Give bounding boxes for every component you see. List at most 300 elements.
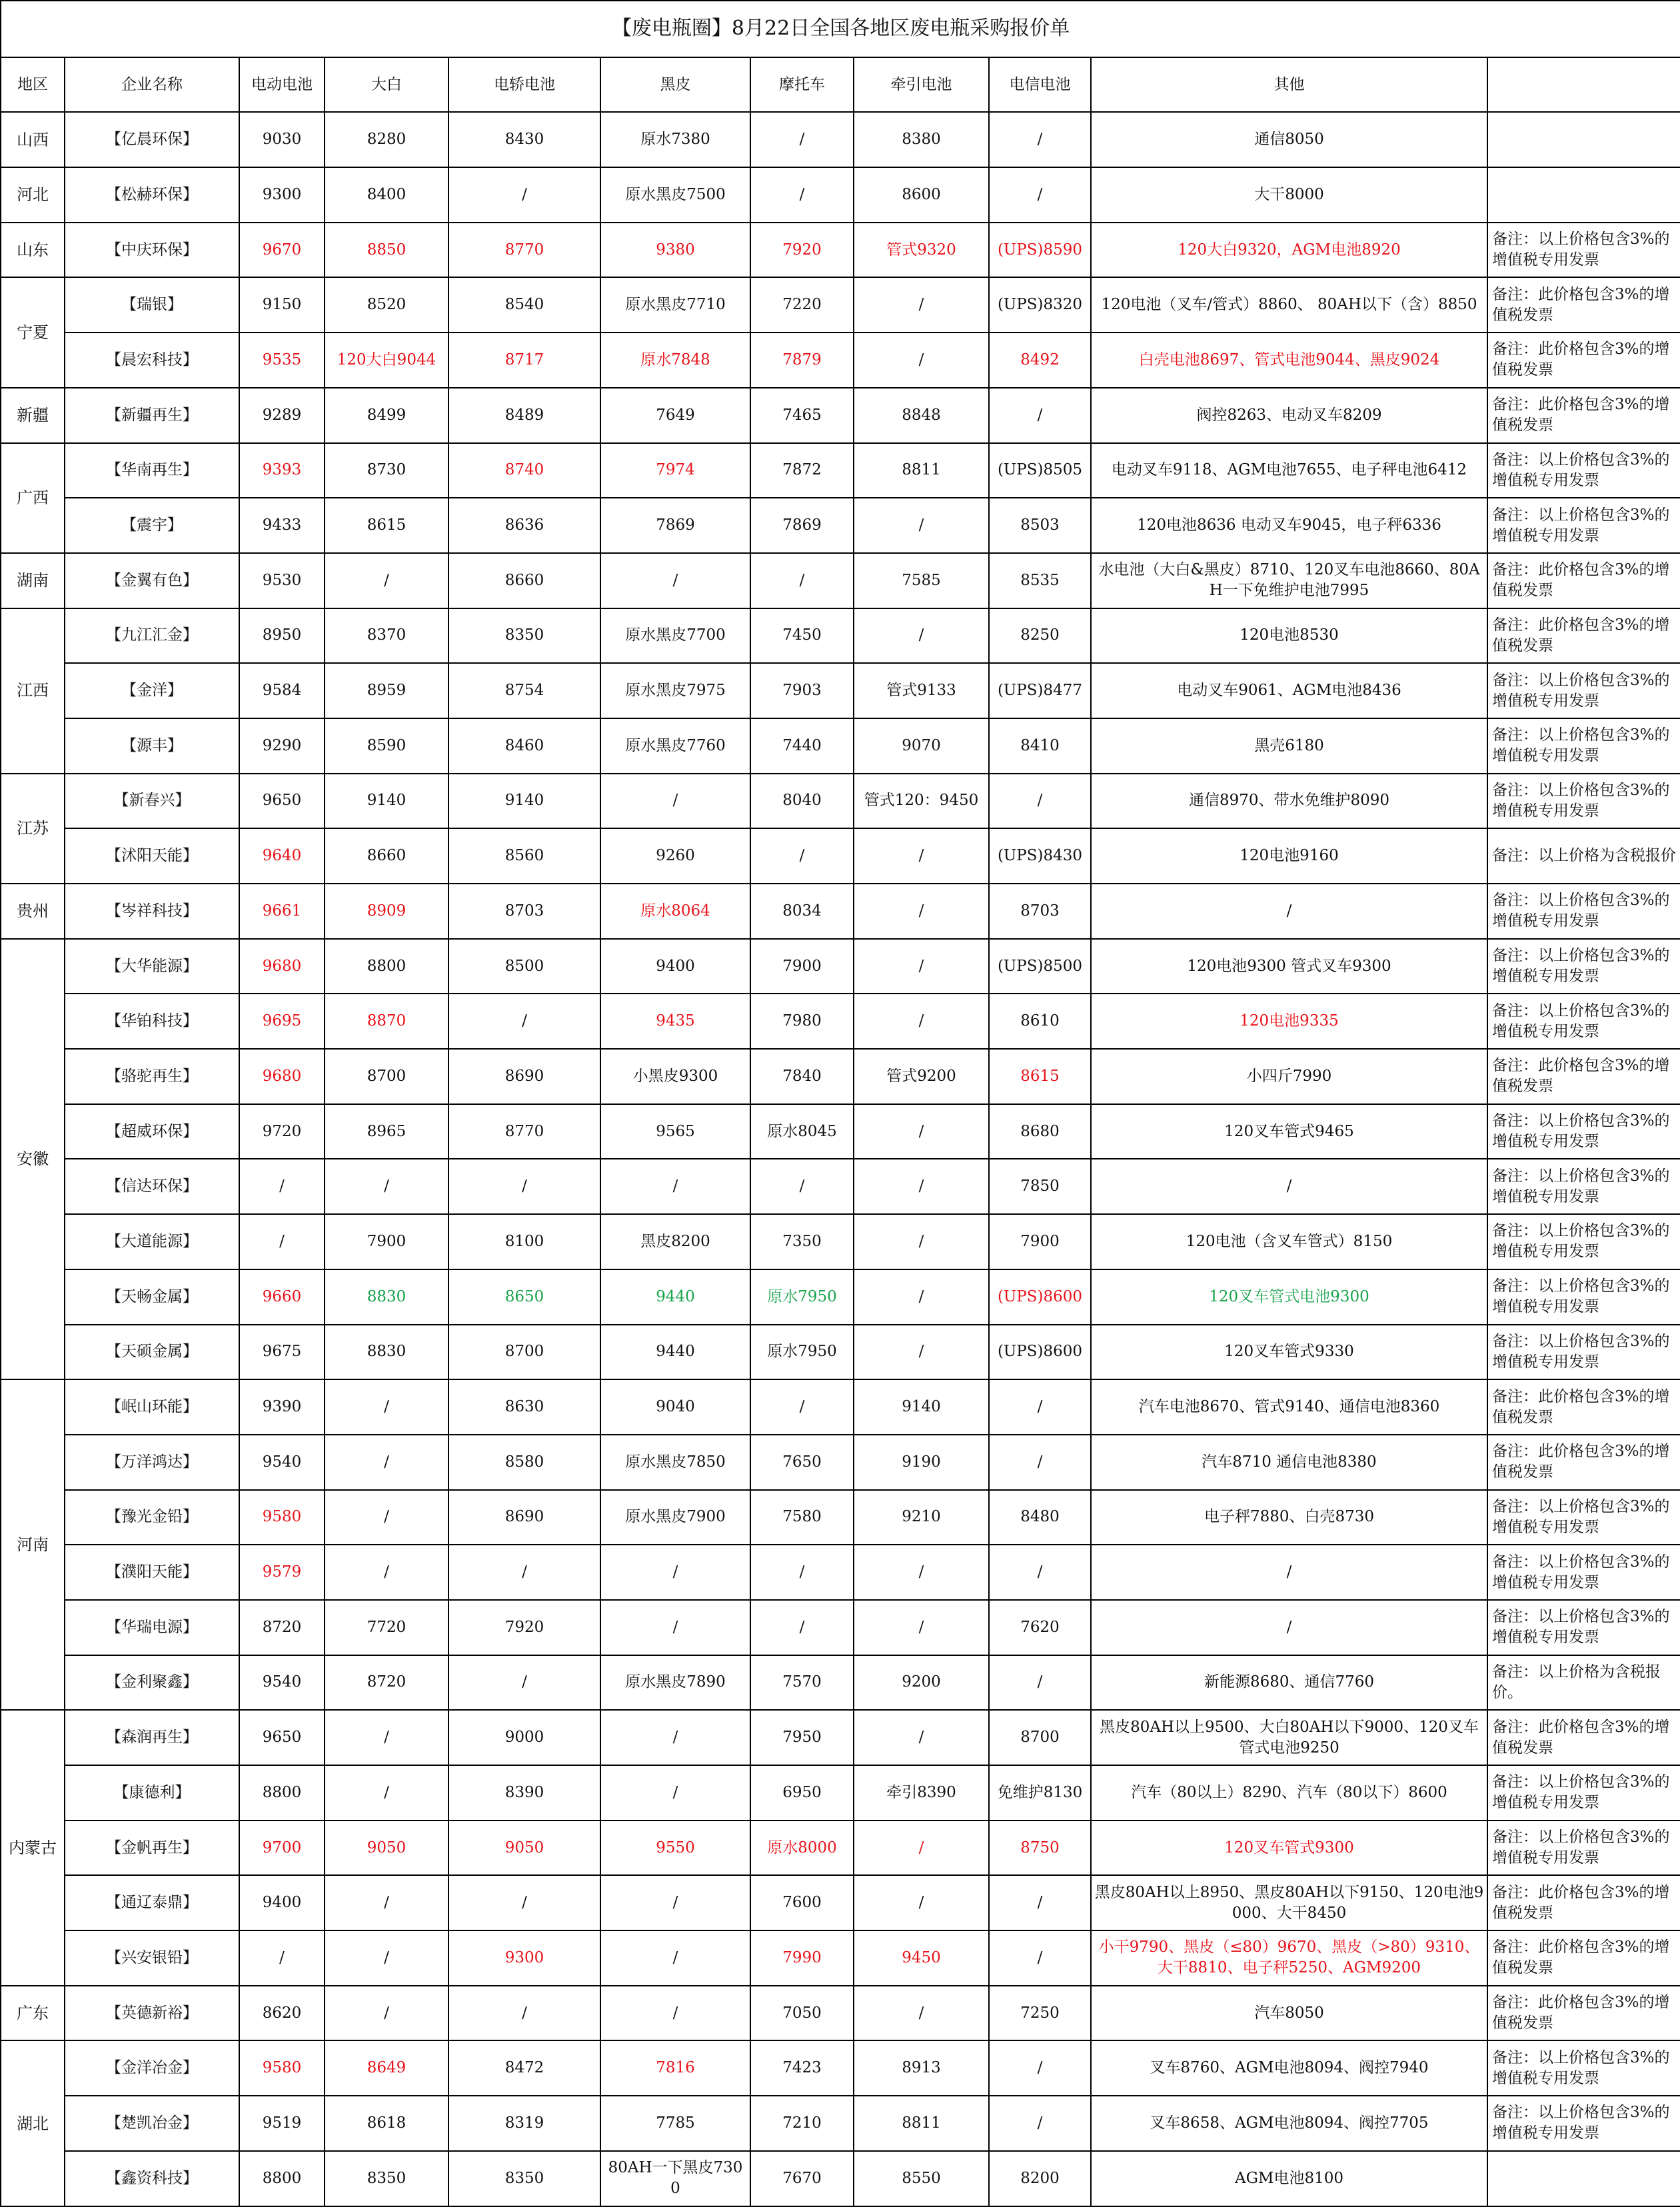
motorcycle-price: 7450 <box>750 608 854 664</box>
company-name: 【新春兴】 <box>65 774 239 829</box>
note: 备注：以上价格包含3%的增值税专用发票 <box>1487 1269 1680 1325</box>
company-name: 【晨宏科技】 <box>65 333 239 388</box>
company-name: 【金洋冶金】 <box>65 2040 239 2096</box>
other-price: 汽车8710 通信电池8380 <box>1091 1435 1487 1490</box>
table-row <box>1 1104 1680 1159</box>
car-battery-price: 7920 <box>448 1600 600 1655</box>
company-name: 【康德利】 <box>65 1765 239 1821</box>
motorcycle-price: / <box>750 1379 854 1435</box>
dabai-price: / <box>325 1875 448 1930</box>
note <box>1487 112 1680 167</box>
heipi-price: 原水黑皮7700 <box>600 608 750 664</box>
other-price: 黑壳6180 <box>1091 718 1487 774</box>
traction-battery-price: 管式120：9450 <box>854 774 989 829</box>
company-name: 【岑祥科技】 <box>65 884 239 939</box>
motorcycle-price: 7440 <box>750 718 854 774</box>
table-row <box>1 1214 1680 1269</box>
ev-battery-price: 9579 <box>239 1545 325 1600</box>
car-battery-price: 8660 <box>448 553 600 608</box>
heipi-price: 原水黑皮7975 <box>600 663 750 718</box>
other-price: 120电池9300 管式叉车9300 <box>1091 939 1487 994</box>
region-cell: 河南 <box>1 1379 65 1710</box>
motorcycle-price: 7350 <box>750 1214 854 1269</box>
car-battery-price: 8390 <box>448 1765 600 1821</box>
company-name: 【九江汇金】 <box>65 608 239 664</box>
ev-battery-price: 9660 <box>239 1269 325 1325</box>
traction-battery-price: 9450 <box>854 1930 989 1986</box>
dabai-price: 8850 <box>325 223 448 278</box>
other-price: 电子秤7880、白壳8730 <box>1091 1490 1487 1545</box>
ev-battery-price: 8720 <box>239 1600 325 1655</box>
car-battery-price: 8319 <box>448 2096 600 2151</box>
column-header: 牵引电池 <box>854 57 989 113</box>
table-row <box>1 333 1680 388</box>
dabai-price: 8350 <box>325 2151 448 2206</box>
heipi-price: 原水黑皮7710 <box>600 277 750 333</box>
dabai-price: 8400 <box>325 167 448 223</box>
note: 备注：以上价格包含3%的增值税专用发票 <box>1487 223 1680 278</box>
telecom-battery-price: / <box>989 1545 1091 1600</box>
dabai-price: / <box>325 553 448 608</box>
company-name: 【楚凯冶金】 <box>65 2096 239 2151</box>
telecom-battery-price: (UPS)8430 <box>989 828 1091 884</box>
other-price: 叉车8760、AGM电池8094、阀控7940 <box>1091 2040 1487 2096</box>
company-name: 【金洋】 <box>65 663 239 718</box>
region-cell: 湖南 <box>1 553 65 608</box>
heipi-price: 9380 <box>600 223 750 278</box>
region-cell: 广西 <box>1 443 65 553</box>
column-header: 电动电池 <box>239 57 325 113</box>
motorcycle-price: 7670 <box>750 2151 854 2206</box>
motorcycle-price: 7980 <box>750 994 854 1049</box>
table-row <box>1 223 1680 278</box>
table-row <box>1 663 1680 718</box>
note: 备注：以上价格包含3%的增值税专用发票 <box>1487 1325 1680 1380</box>
motorcycle-price: 7950 <box>750 1710 854 1765</box>
column-header: 电信电池 <box>989 57 1091 113</box>
dabai-price: 8800 <box>325 939 448 994</box>
dabai-price: 8280 <box>325 112 448 167</box>
note: 备注：此价格包含3%的增值税发票 <box>1487 1435 1680 1490</box>
heipi-price: 原水7848 <box>600 333 750 388</box>
other-price: 120电池（含叉车管式）8150 <box>1091 1214 1487 1269</box>
telecom-battery-price: / <box>989 2096 1091 2151</box>
car-battery-price: 8636 <box>448 498 600 553</box>
column-header: 电轿电池 <box>448 57 600 113</box>
dabai-price: 8615 <box>325 498 448 553</box>
region-cell: 河北 <box>1 167 65 223</box>
motorcycle-price: 7050 <box>750 1986 854 2041</box>
ev-battery-price: 9530 <box>239 553 325 608</box>
other-price: 120电池（叉车/管式）8860、 80AH以下（含）8850 <box>1091 277 1487 333</box>
other-price: AGM电池8100 <box>1091 2151 1487 2206</box>
heipi-price: 9040 <box>600 1379 750 1435</box>
heipi-price: / <box>600 774 750 829</box>
company-name: 【金帆再生】 <box>65 1821 239 1876</box>
dabai-price: 8959 <box>325 663 448 718</box>
car-battery-price: 8472 <box>448 2040 600 2096</box>
note: 备注：此价格包含3%的增值税发票 <box>1487 553 1680 608</box>
note: 备注：以上价格包含3%的增值税专用发票 <box>1487 443 1680 498</box>
car-battery-price: 8350 <box>448 608 600 664</box>
car-battery-price: 8489 <box>448 388 600 443</box>
telecom-battery-price: 8250 <box>989 608 1091 664</box>
note: 备注：此价格包含3%的增值税发票 <box>1487 1875 1680 1930</box>
ev-battery-price: 9030 <box>239 112 325 167</box>
table-row <box>1 608 1680 664</box>
telecom-battery-price: 8700 <box>989 1710 1091 1765</box>
telecom-battery-price: 8615 <box>989 1049 1091 1104</box>
car-battery-price: / <box>448 1986 600 2041</box>
heipi-price: 9550 <box>600 1821 750 1876</box>
other-price: 120大白9320，AGM电池8920 <box>1091 223 1487 278</box>
ev-battery-price: 9433 <box>239 498 325 553</box>
telecom-battery-price: (UPS)8600 <box>989 1325 1091 1380</box>
heipi-price: / <box>600 1930 750 1986</box>
company-name: 【中庆环保】 <box>65 223 239 278</box>
dabai-price: / <box>325 1490 448 1545</box>
note: 备注：以上价格包含3%的增值税专用发票 <box>1487 2040 1680 2096</box>
other-price: 120叉车管式9330 <box>1091 1325 1487 1380</box>
telecom-battery-price: / <box>989 1930 1091 1986</box>
table-row <box>1 1545 1680 1600</box>
motorcycle-price: 原水7950 <box>750 1269 854 1325</box>
traction-battery-price: 8550 <box>854 2151 989 2206</box>
traction-battery-price: / <box>854 277 989 333</box>
company-name: 【豫光金铅】 <box>65 1490 239 1545</box>
telecom-battery-price: (UPS)8600 <box>989 1269 1091 1325</box>
ev-battery-price: 9540 <box>239 1655 325 1711</box>
other-price: 汽车（80以上）8290、汽车（80以下）8600 <box>1091 1765 1487 1821</box>
column-header: 黑皮 <box>600 57 750 113</box>
other-price: / <box>1091 1600 1487 1655</box>
traction-battery-price: / <box>854 1986 989 2041</box>
dabai-price: 8649 <box>325 2040 448 2096</box>
heipi-price: 9400 <box>600 939 750 994</box>
car-battery-price: 9050 <box>448 1821 600 1876</box>
heipi-price: 9260 <box>600 828 750 884</box>
traction-battery-price: / <box>854 1875 989 1930</box>
telecom-battery-price: 8610 <box>989 994 1091 1049</box>
company-name: 【天畅金属】 <box>65 1269 239 1325</box>
telecom-battery-price: 免维护8130 <box>989 1765 1091 1821</box>
dabai-price: 120大白9044 <box>325 333 448 388</box>
telecom-battery-price: 8200 <box>989 2151 1091 2206</box>
company-name: 【源丰】 <box>65 718 239 774</box>
traction-battery-price: 9140 <box>854 1379 989 1435</box>
table-row <box>1 2151 1680 2206</box>
note: 备注：以上价格包含3%的增值税专用发票 <box>1487 718 1680 774</box>
other-price: / <box>1091 884 1487 939</box>
column-header <box>1487 57 1680 113</box>
dabai-price: 8730 <box>325 443 448 498</box>
table-row <box>1 994 1680 1049</box>
car-battery-price: 8700 <box>448 1325 600 1380</box>
table-row <box>1 1986 1680 2041</box>
page-title: 【废电瓶圈】8月22日全国各地区废电瓶采购报价单 <box>1 1 1680 57</box>
company-name: 【岷山环能】 <box>65 1379 239 1435</box>
note: 备注：以上价格包含3%的增值税专用发票 <box>1487 498 1680 553</box>
traction-battery-price: 9210 <box>854 1490 989 1545</box>
note: 备注：此价格包含3%的增值税发票 <box>1487 277 1680 333</box>
note: 备注：以上价格为含税报价 <box>1487 828 1680 884</box>
heipi-price: 小黑皮9300 <box>600 1049 750 1104</box>
region-cell: 宁夏 <box>1 277 65 387</box>
dabai-price: 8370 <box>325 608 448 664</box>
ev-battery-price: 9675 <box>239 1325 325 1380</box>
company-name: 【华南再生】 <box>65 443 239 498</box>
note: 备注：以上价格包含3%的增值税专用发票 <box>1487 1600 1680 1655</box>
telecom-battery-price: (UPS)8505 <box>989 443 1091 498</box>
motorcycle-price: 7210 <box>750 2096 854 2151</box>
note: 备注：此价格包含3%的增值税发票 <box>1487 1930 1680 1986</box>
company-name: 【通辽泰鼎】 <box>65 1875 239 1930</box>
motorcycle-price: 7220 <box>750 277 854 333</box>
telecom-battery-price: (UPS)8320 <box>989 277 1091 333</box>
heipi-price: 原水黑皮7850 <box>600 1435 750 1490</box>
traction-battery-price: / <box>854 1214 989 1269</box>
company-name: 【新疆再生】 <box>65 388 239 443</box>
heipi-price: 原水黑皮7760 <box>600 718 750 774</box>
note: 备注：此价格包含3%的增值税发票 <box>1487 1710 1680 1765</box>
dabai-price: / <box>325 1159 448 1214</box>
region-cell: 广东 <box>1 1986 65 2041</box>
heipi-price: 9440 <box>600 1269 750 1325</box>
motorcycle-price: / <box>750 112 854 167</box>
ev-battery-price: 9680 <box>239 1049 325 1104</box>
note: 备注：此价格包含3%的增值税发票 <box>1487 1049 1680 1104</box>
motorcycle-price: / <box>750 167 854 223</box>
company-name: 【瑞银】 <box>65 277 239 333</box>
motorcycle-price: 7903 <box>750 663 854 718</box>
traction-battery-price: / <box>854 1104 989 1159</box>
column-header: 大白 <box>325 57 448 113</box>
traction-battery-price: / <box>854 828 989 884</box>
traction-battery-price: / <box>854 498 989 553</box>
motorcycle-price: 7990 <box>750 1930 854 1986</box>
telecom-battery-price: 7620 <box>989 1600 1091 1655</box>
traction-battery-price: 8848 <box>854 388 989 443</box>
other-price: 120电池8530 <box>1091 608 1487 664</box>
note: 备注：以上价格包含3%的增值税专用发票 <box>1487 1104 1680 1159</box>
other-price: 新能源8680、通信7760 <box>1091 1655 1487 1711</box>
table-row <box>1 1600 1680 1655</box>
company-name: 【大道能源】 <box>65 1214 239 1269</box>
heipi-price: 原水7380 <box>600 112 750 167</box>
traction-battery-price: 管式9200 <box>854 1049 989 1104</box>
other-price: 120电池8636 电动叉车9045，电子秤6336 <box>1091 498 1487 553</box>
traction-battery-price: 8811 <box>854 2096 989 2151</box>
region-cell: 贵州 <box>1 884 65 939</box>
table-row <box>1 1875 1680 1930</box>
company-name: 【金利聚鑫】 <box>65 1655 239 1711</box>
dabai-price: / <box>325 1545 448 1600</box>
telecom-battery-price: / <box>989 774 1091 829</box>
motorcycle-price: 7465 <box>750 388 854 443</box>
telecom-battery-price: 8480 <box>989 1490 1091 1545</box>
table-row <box>1 1765 1680 1821</box>
table-row <box>1 553 1680 608</box>
heipi-price: 7785 <box>600 2096 750 2151</box>
telecom-battery-price: / <box>989 1435 1091 1490</box>
note: 备注：以上价格包含3%的增值税专用发票 <box>1487 1821 1680 1876</box>
car-battery-price: 8560 <box>448 828 600 884</box>
ev-battery-price: 8950 <box>239 608 325 664</box>
car-battery-price: 9140 <box>448 774 600 829</box>
heipi-price: / <box>600 1159 750 1214</box>
note: 备注：以上价格包含3%的增值税专用发票 <box>1487 774 1680 829</box>
table-row <box>1 167 1680 223</box>
traction-battery-price: 9200 <box>854 1655 989 1711</box>
dabai-price: / <box>325 1379 448 1435</box>
note: 备注：以上价格为含税报价。 <box>1487 1655 1680 1711</box>
company-name: 【松赫环保】 <box>65 167 239 223</box>
table-row <box>1 1379 1680 1435</box>
dabai-price: / <box>325 1986 448 2041</box>
dabai-price: / <box>325 1435 448 1490</box>
heipi-price: 7869 <box>600 498 750 553</box>
heipi-price: / <box>600 1986 750 2041</box>
other-price: 白壳电池8697、管式电池9044、黑皮9024 <box>1091 333 1487 388</box>
telecom-battery-price: (UPS)8590 <box>989 223 1091 278</box>
ev-battery-price: 8620 <box>239 1986 325 2041</box>
table-row <box>1 718 1680 774</box>
motorcycle-price: 7423 <box>750 2040 854 2096</box>
ev-battery-price: / <box>239 1214 325 1269</box>
dabai-price: / <box>325 1765 448 1821</box>
column-header: 企业名称 <box>65 57 239 113</box>
heipi-price: 原水黑皮7900 <box>600 1490 750 1545</box>
traction-battery-price: 8600 <box>854 167 989 223</box>
note: 备注：以上价格包含3%的增值税专用发票 <box>1487 2096 1680 2151</box>
car-battery-price: 8100 <box>448 1214 600 1269</box>
table-row <box>1 498 1680 553</box>
region-cell: 江西 <box>1 608 65 774</box>
heipi-price: / <box>600 1710 750 1765</box>
car-battery-price: 8690 <box>448 1490 600 1545</box>
table-row <box>1 1655 1680 1711</box>
region-cell: 江苏 <box>1 774 65 884</box>
telecom-battery-price: 8750 <box>989 1821 1091 1876</box>
traction-battery-price: / <box>854 1159 989 1214</box>
other-price: 通信8050 <box>1091 112 1487 167</box>
telecom-battery-price: 8410 <box>989 718 1091 774</box>
table-row <box>1 2040 1680 2096</box>
heipi-price: 7649 <box>600 388 750 443</box>
traction-battery-price: / <box>854 1600 989 1655</box>
dabai-price: 8499 <box>325 388 448 443</box>
traction-battery-price: 管式9133 <box>854 663 989 718</box>
traction-battery-price: / <box>854 608 989 664</box>
traction-battery-price: / <box>854 994 989 1049</box>
heipi-price: 7974 <box>600 443 750 498</box>
car-battery-price: 8540 <box>448 277 600 333</box>
motorcycle-price: / <box>750 553 854 608</box>
motorcycle-price: / <box>750 1159 854 1214</box>
other-price: 电动叉车9061、AGM电池8436 <box>1091 663 1487 718</box>
traction-battery-price: / <box>854 1545 989 1600</box>
other-price: 黑皮80AH以上9500、大白80AH以下9000、120叉车管式电池9250 <box>1091 1710 1487 1765</box>
motorcycle-price: 7879 <box>750 333 854 388</box>
heipi-price: 原水黑皮7500 <box>600 167 750 223</box>
company-name: 【兴安银铅】 <box>65 1930 239 1986</box>
table-row <box>1 277 1680 333</box>
traction-battery-price: 9190 <box>854 1435 989 1490</box>
company-name: 【金翼有色】 <box>65 553 239 608</box>
region-cell: 山东 <box>1 223 65 278</box>
note: 备注：以上价格包含3%的增值税专用发票 <box>1487 1214 1680 1269</box>
company-name: 【超威环保】 <box>65 1104 239 1159</box>
region-cell: 新疆 <box>1 388 65 443</box>
heipi-price: 80AH一下黑皮7300 <box>600 2151 750 2206</box>
dabai-price: 7900 <box>325 1214 448 1269</box>
other-price: 电动叉车9118、AGM电池7655、电子秤电池6412 <box>1091 443 1487 498</box>
table-row <box>1 1325 1680 1380</box>
dabai-price: 8965 <box>325 1104 448 1159</box>
car-battery-price: 8754 <box>448 663 600 718</box>
telecom-battery-price: 8703 <box>989 884 1091 939</box>
ev-battery-price: 9390 <box>239 1379 325 1435</box>
traction-battery-price: 7585 <box>854 553 989 608</box>
company-name: 【亿晨环保】 <box>65 112 239 167</box>
other-price: 汽车8050 <box>1091 1986 1487 2041</box>
dabai-price: 8909 <box>325 884 448 939</box>
motorcycle-price: 7920 <box>750 223 854 278</box>
note: 备注：此价格包含3%的增值税发票 <box>1487 1379 1680 1435</box>
ev-battery-price: / <box>239 1159 325 1214</box>
company-name: 【信达环保】 <box>65 1159 239 1214</box>
ev-battery-price: 9300 <box>239 167 325 223</box>
dabai-price: 8720 <box>325 1655 448 1711</box>
telecom-battery-price: / <box>989 112 1091 167</box>
motorcycle-price: 原水7950 <box>750 1325 854 1380</box>
ev-battery-price: 9150 <box>239 277 325 333</box>
car-battery-price: 8460 <box>448 718 600 774</box>
ev-battery-price: 8800 <box>239 2151 325 2206</box>
company-name: 【英德新裕】 <box>65 1986 239 2041</box>
ev-battery-price: 9519 <box>239 2096 325 2151</box>
table-row <box>1 828 1680 884</box>
note: 备注：以上价格包含3%的增值税专用发票 <box>1487 663 1680 718</box>
heipi-price: / <box>600 553 750 608</box>
traction-battery-price: / <box>854 884 989 939</box>
telecom-battery-price: / <box>989 167 1091 223</box>
ev-battery-price: 9289 <box>239 388 325 443</box>
table-row <box>1 112 1680 167</box>
traction-battery-price: / <box>854 1325 989 1380</box>
dabai-price: 8870 <box>325 994 448 1049</box>
heipi-price: / <box>600 1765 750 1821</box>
telecom-battery-price: 7250 <box>989 1986 1091 2041</box>
car-battery-price: 8703 <box>448 884 600 939</box>
ev-battery-price: 9640 <box>239 828 325 884</box>
table-row <box>1 1049 1680 1104</box>
telecom-battery-price: / <box>989 388 1091 443</box>
dabai-price: 9140 <box>325 774 448 829</box>
telecom-battery-price: 8492 <box>989 333 1091 388</box>
other-price: 阀控8263、电动叉车8209 <box>1091 388 1487 443</box>
ev-battery-price: 9540 <box>239 1435 325 1490</box>
motorcycle-price: 7580 <box>750 1490 854 1545</box>
traction-battery-price: / <box>854 939 989 994</box>
dabai-price: 8700 <box>325 1049 448 1104</box>
car-battery-price: 8580 <box>448 1435 600 1490</box>
region-cell: 山西 <box>1 112 65 167</box>
table-row <box>1 1159 1680 1214</box>
note: 备注：以上价格包含3%的增值税专用发票 <box>1487 1159 1680 1214</box>
car-battery-price: 8650 <box>448 1269 600 1325</box>
car-battery-price: 9000 <box>448 1710 600 1765</box>
